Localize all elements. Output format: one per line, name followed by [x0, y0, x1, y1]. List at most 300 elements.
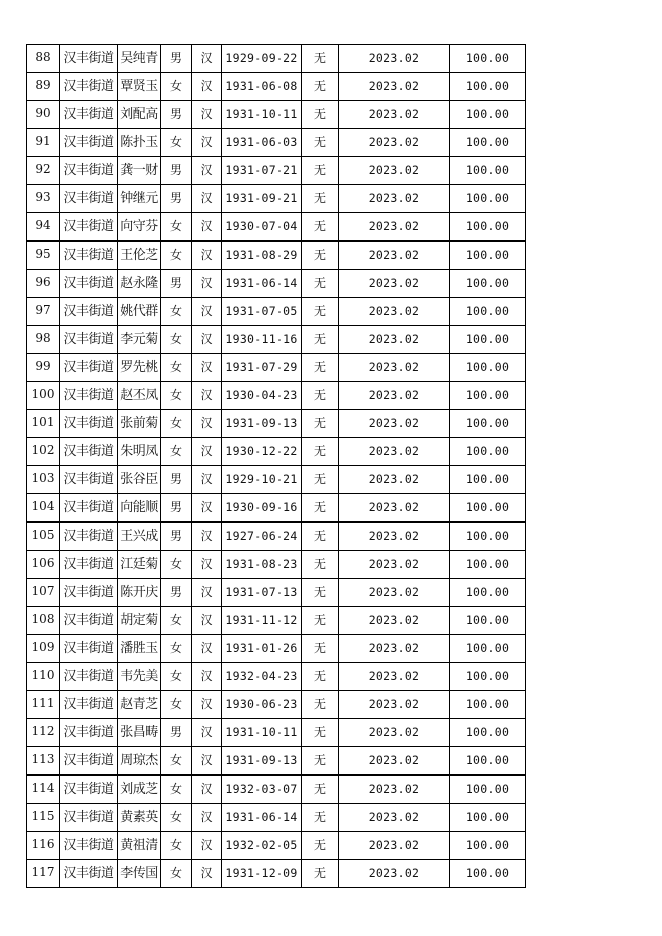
amount-cell[interactable]: 100.00 [450, 522, 526, 551]
street-cell[interactable]: 汉丰街道 [60, 607, 118, 635]
note-cell[interactable]: 无 [302, 522, 339, 551]
note-cell[interactable]: 无 [302, 326, 339, 354]
ethnicity-cell[interactable]: 汉 [192, 466, 222, 494]
period-cell[interactable]: 2023.02 [339, 298, 450, 326]
period-cell[interactable]: 2023.02 [339, 832, 450, 860]
period-cell[interactable]: 2023.02 [339, 691, 450, 719]
birth-date-cell[interactable]: 1931-09-13 [222, 410, 302, 438]
table-row [27, 382, 526, 410]
street-cell[interactable]: 汉丰街道 [60, 832, 118, 860]
name-cell[interactable]: 王兴成 [118, 522, 161, 551]
street-cell[interactable]: 汉丰街道 [60, 775, 118, 804]
name-cell[interactable]: 刘成芝 [118, 775, 161, 804]
gender-cell[interactable]: 女 [161, 382, 192, 410]
name-cell[interactable]: 刘配高 [118, 101, 161, 129]
name-cell[interactable]: 李元菊 [118, 326, 161, 354]
row-number-cell[interactable]: 97 [27, 298, 60, 326]
table-row [27, 551, 526, 579]
gender-cell[interactable]: 女 [161, 691, 192, 719]
name-cell[interactable]: 韦先美 [118, 663, 161, 691]
table-row [27, 101, 526, 129]
amount-cell[interactable]: 100.00 [450, 832, 526, 860]
gender-cell[interactable]: 女 [161, 635, 192, 663]
name-cell[interactable]: 李传国 [118, 860, 161, 888]
name-cell[interactable]: 龚一财 [118, 157, 161, 185]
amount-cell[interactable]: 100.00 [450, 607, 526, 635]
name-cell[interactable]: 张前菊 [118, 410, 161, 438]
amount-cell[interactable]: 100.00 [450, 410, 526, 438]
birth-date-cell[interactable]: 1930-09-16 [222, 494, 302, 523]
table-row [27, 832, 526, 860]
note-cell[interactable]: 无 [302, 860, 339, 888]
row-number-cell[interactable]: 95 [27, 241, 60, 270]
street-cell[interactable]: 汉丰街道 [60, 663, 118, 691]
table-row [27, 579, 526, 607]
period-cell[interactable]: 2023.02 [339, 494, 450, 523]
ethnicity-cell[interactable]: 汉 [192, 691, 222, 719]
table-row [27, 129, 526, 157]
amount-cell[interactable]: 100.00 [450, 157, 526, 185]
name-cell[interactable]: 王伦芝 [118, 241, 161, 270]
ethnicity-cell[interactable]: 汉 [192, 494, 222, 523]
period-cell[interactable]: 2023.02 [339, 466, 450, 494]
amount-cell[interactable]: 100.00 [450, 354, 526, 382]
birth-date-cell[interactable]: 1931-08-23 [222, 551, 302, 579]
ethnicity-cell[interactable]: 汉 [192, 607, 222, 635]
period-cell[interactable]: 2023.02 [339, 241, 450, 270]
birth-date-cell[interactable]: 1931-09-13 [222, 747, 302, 776]
spreadsheet-sheet [26, 44, 526, 888]
table-row [27, 522, 526, 551]
name-cell[interactable]: 赵丕凤 [118, 382, 161, 410]
birth-date-cell[interactable]: 1931-07-13 [222, 579, 302, 607]
period-cell[interactable]: 2023.02 [339, 804, 450, 832]
gender-cell[interactable]: 男 [161, 579, 192, 607]
row-number-cell[interactable]: 107 [27, 579, 60, 607]
amount-cell[interactable]: 100.00 [450, 101, 526, 129]
street-cell[interactable]: 汉丰街道 [60, 691, 118, 719]
ethnicity-cell[interactable]: 汉 [192, 410, 222, 438]
gender-cell[interactable]: 女 [161, 663, 192, 691]
name-cell[interactable]: 陈开庆 [118, 579, 161, 607]
birth-date-cell[interactable]: 1931-10-11 [222, 101, 302, 129]
row-number-cell[interactable]: 105 [27, 522, 60, 551]
gender-cell[interactable]: 男 [161, 101, 192, 129]
street-cell[interactable]: 汉丰街道 [60, 438, 118, 466]
ethnicity-cell[interactable]: 汉 [192, 241, 222, 270]
row-number-cell[interactable]: 90 [27, 101, 60, 129]
gender-cell[interactable]: 女 [161, 354, 192, 382]
gender-cell[interactable]: 男 [161, 466, 192, 494]
birth-date-cell[interactable]: 1929-10-21 [222, 466, 302, 494]
ethnicity-cell[interactable]: 汉 [192, 804, 222, 832]
note-cell[interactable]: 无 [302, 551, 339, 579]
gender-cell[interactable]: 女 [161, 241, 192, 270]
birth-date-cell[interactable]: 1931-01-26 [222, 635, 302, 663]
amount-cell[interactable]: 100.00 [450, 466, 526, 494]
note-cell[interactable]: 无 [302, 410, 339, 438]
gender-cell[interactable]: 女 [161, 438, 192, 466]
amount-cell[interactable]: 100.00 [450, 579, 526, 607]
amount-cell[interactable]: 100.00 [450, 719, 526, 747]
note-cell[interactable]: 无 [302, 354, 339, 382]
period-cell[interactable]: 2023.02 [339, 747, 450, 776]
name-cell[interactable]: 江廷菊 [118, 551, 161, 579]
ethnicity-cell[interactable]: 汉 [192, 298, 222, 326]
table-row [27, 157, 526, 185]
street-cell[interactable]: 汉丰街道 [60, 241, 118, 270]
street-cell[interactable]: 汉丰街道 [60, 354, 118, 382]
birth-date-cell[interactable]: 1931-12-09 [222, 860, 302, 888]
street-cell[interactable]: 汉丰街道 [60, 635, 118, 663]
row-number-cell[interactable]: 88 [27, 45, 60, 73]
row-number-cell[interactable]: 94 [27, 213, 60, 242]
gender-cell[interactable]: 女 [161, 832, 192, 860]
amount-cell[interactable]: 100.00 [450, 270, 526, 298]
gender-cell[interactable]: 女 [161, 73, 192, 101]
row-number-cell[interactable]: 113 [27, 747, 60, 776]
birth-date-cell[interactable]: 1931-06-08 [222, 73, 302, 101]
ethnicity-cell[interactable]: 汉 [192, 45, 222, 73]
name-cell[interactable]: 陈扑玉 [118, 129, 161, 157]
table-row [27, 45, 526, 73]
street-cell[interactable]: 汉丰街道 [60, 804, 118, 832]
amount-cell[interactable]: 100.00 [450, 185, 526, 213]
amount-cell[interactable]: 100.00 [450, 860, 526, 888]
birth-date-cell[interactable]: 1930-12-22 [222, 438, 302, 466]
street-cell[interactable]: 汉丰街道 [60, 213, 118, 242]
row-number-cell[interactable]: 111 [27, 691, 60, 719]
amount-cell[interactable]: 100.00 [450, 494, 526, 523]
street-cell[interactable]: 汉丰街道 [60, 410, 118, 438]
birth-date-cell[interactable]: 1930-04-23 [222, 382, 302, 410]
period-cell[interactable]: 2023.02 [339, 775, 450, 804]
gender-cell[interactable]: 女 [161, 326, 192, 354]
amount-cell[interactable]: 100.00 [450, 663, 526, 691]
gender-cell[interactable]: 女 [161, 775, 192, 804]
amount-cell[interactable]: 100.00 [450, 775, 526, 804]
table-row [27, 635, 526, 663]
street-cell[interactable]: 汉丰街道 [60, 185, 118, 213]
ethnicity-cell[interactable]: 汉 [192, 438, 222, 466]
note-cell[interactable]: 无 [302, 494, 339, 523]
note-cell[interactable]: 无 [302, 747, 339, 776]
period-cell[interactable]: 2023.02 [339, 860, 450, 888]
name-cell[interactable]: 赵永隆 [118, 270, 161, 298]
name-cell[interactable]: 钟继元 [118, 185, 161, 213]
note-cell[interactable]: 无 [302, 129, 339, 157]
birth-date-cell[interactable]: 1930-07-04 [222, 213, 302, 242]
ethnicity-cell[interactable]: 汉 [192, 382, 222, 410]
street-cell[interactable]: 汉丰街道 [60, 747, 118, 776]
birth-date-cell[interactable]: 1931-07-21 [222, 157, 302, 185]
row-number-cell[interactable]: 104 [27, 494, 60, 523]
period-cell[interactable]: 2023.02 [339, 157, 450, 185]
name-cell[interactable]: 潘胜玉 [118, 635, 161, 663]
note-cell[interactable]: 无 [302, 298, 339, 326]
street-cell[interactable]: 汉丰街道 [60, 860, 118, 888]
name-cell[interactable]: 向守芬 [118, 213, 161, 242]
gender-cell[interactable]: 男 [161, 494, 192, 523]
row-number-cell[interactable]: 92 [27, 157, 60, 185]
street-cell[interactable]: 汉丰街道 [60, 579, 118, 607]
gender-cell[interactable]: 男 [161, 270, 192, 298]
row-number-cell[interactable]: 114 [27, 775, 60, 804]
period-cell[interactable]: 2023.02 [339, 326, 450, 354]
period-cell[interactable]: 2023.02 [339, 551, 450, 579]
table-row [27, 775, 526, 804]
birth-date-cell[interactable]: 1931-11-12 [222, 607, 302, 635]
street-cell[interactable]: 汉丰街道 [60, 73, 118, 101]
row-number-cell[interactable]: 96 [27, 270, 60, 298]
note-cell[interactable]: 无 [302, 270, 339, 298]
table-row [27, 354, 526, 382]
amount-cell[interactable]: 100.00 [450, 298, 526, 326]
note-cell[interactable]: 无 [302, 101, 339, 129]
period-cell[interactable]: 2023.02 [339, 607, 450, 635]
period-cell[interactable]: 2023.02 [339, 579, 450, 607]
ethnicity-cell[interactable]: 汉 [192, 551, 222, 579]
note-cell[interactable]: 无 [302, 185, 339, 213]
amount-cell[interactable]: 100.00 [450, 635, 526, 663]
period-cell[interactable]: 2023.02 [339, 213, 450, 242]
birth-date-cell[interactable]: 1932-03-07 [222, 775, 302, 804]
beneficiary-table [26, 44, 526, 888]
amount-cell[interactable]: 100.00 [450, 438, 526, 466]
period-cell[interactable]: 2023.02 [339, 382, 450, 410]
ethnicity-cell[interactable]: 汉 [192, 522, 222, 551]
note-cell[interactable]: 无 [302, 73, 339, 101]
note-cell[interactable]: 无 [302, 832, 339, 860]
street-cell[interactable]: 汉丰街道 [60, 298, 118, 326]
note-cell[interactable]: 无 [302, 719, 339, 747]
name-cell[interactable]: 覃贤玉 [118, 73, 161, 101]
gender-cell[interactable]: 女 [161, 410, 192, 438]
note-cell[interactable]: 无 [302, 775, 339, 804]
ethnicity-cell[interactable]: 汉 [192, 579, 222, 607]
row-number-cell[interactable]: 98 [27, 326, 60, 354]
table-row [27, 410, 526, 438]
birth-date-cell[interactable]: 1931-07-05 [222, 298, 302, 326]
name-cell[interactable]: 张谷臣 [118, 466, 161, 494]
birth-date-cell[interactable]: 1931-06-14 [222, 270, 302, 298]
row-number-cell[interactable]: 117 [27, 860, 60, 888]
table-row [27, 73, 526, 101]
period-cell[interactable]: 2023.02 [339, 522, 450, 551]
ethnicity-cell[interactable]: 汉 [192, 270, 222, 298]
note-cell[interactable]: 无 [302, 382, 339, 410]
table-body [27, 45, 526, 888]
table-row [27, 298, 526, 326]
street-cell[interactable]: 汉丰街道 [60, 719, 118, 747]
birth-date-cell[interactable]: 1932-04-23 [222, 663, 302, 691]
street-cell[interactable]: 汉丰街道 [60, 522, 118, 551]
note-cell[interactable]: 无 [302, 45, 339, 73]
amount-cell[interactable]: 100.00 [450, 129, 526, 157]
gender-cell[interactable]: 女 [161, 129, 192, 157]
period-cell[interactable]: 2023.02 [339, 438, 450, 466]
street-cell[interactable]: 汉丰街道 [60, 551, 118, 579]
birth-date-cell[interactable]: 1931-10-11 [222, 719, 302, 747]
ethnicity-cell[interactable]: 汉 [192, 185, 222, 213]
period-cell[interactable]: 2023.02 [339, 101, 450, 129]
gender-cell[interactable]: 男 [161, 185, 192, 213]
table-row [27, 185, 526, 213]
gender-cell[interactable]: 女 [161, 213, 192, 242]
row-number-cell[interactable]: 93 [27, 185, 60, 213]
name-cell[interactable]: 向能顺 [118, 494, 161, 523]
row-number-cell[interactable]: 108 [27, 607, 60, 635]
note-cell[interactable]: 无 [302, 804, 339, 832]
amount-cell[interactable]: 100.00 [450, 73, 526, 101]
note-cell[interactable]: 无 [302, 213, 339, 242]
row-number-cell[interactable]: 110 [27, 663, 60, 691]
table-row [27, 719, 526, 747]
table-row [27, 663, 526, 691]
gender-cell[interactable]: 女 [161, 551, 192, 579]
gender-cell[interactable]: 男 [161, 45, 192, 73]
street-cell[interactable]: 汉丰街道 [60, 494, 118, 523]
amount-cell[interactable]: 100.00 [450, 747, 526, 776]
birth-date-cell[interactable]: 1930-11-16 [222, 326, 302, 354]
period-cell[interactable]: 2023.02 [339, 354, 450, 382]
name-cell[interactable]: 朱明凤 [118, 438, 161, 466]
amount-cell[interactable]: 100.00 [450, 45, 526, 73]
amount-cell[interactable]: 100.00 [450, 551, 526, 579]
table-row [27, 466, 526, 494]
street-cell[interactable]: 汉丰街道 [60, 45, 118, 73]
amount-cell[interactable]: 100.00 [450, 804, 526, 832]
street-cell[interactable]: 汉丰街道 [60, 382, 118, 410]
row-number-cell[interactable]: 89 [27, 73, 60, 101]
amount-cell[interactable]: 100.00 [450, 213, 526, 242]
period-cell[interactable]: 2023.02 [339, 410, 450, 438]
ethnicity-cell[interactable]: 汉 [192, 747, 222, 776]
name-cell[interactable]: 罗先桃 [118, 354, 161, 382]
birth-date-cell[interactable]: 1931-09-21 [222, 185, 302, 213]
name-cell[interactable]: 周琼杰 [118, 747, 161, 776]
gender-cell[interactable]: 女 [161, 804, 192, 832]
amount-cell[interactable]: 100.00 [450, 241, 526, 270]
gender-cell[interactable]: 女 [161, 860, 192, 888]
table-row [27, 691, 526, 719]
birth-date-cell[interactable]: 1932-02-05 [222, 832, 302, 860]
street-cell[interactable]: 汉丰街道 [60, 326, 118, 354]
ethnicity-cell[interactable]: 汉 [192, 860, 222, 888]
row-number-cell[interactable]: 100 [27, 382, 60, 410]
ethnicity-cell[interactable]: 汉 [192, 635, 222, 663]
period-cell[interactable]: 2023.02 [339, 270, 450, 298]
birth-date-cell[interactable]: 1927-06-24 [222, 522, 302, 551]
gender-cell[interactable]: 女 [161, 607, 192, 635]
period-cell[interactable]: 2023.02 [339, 73, 450, 101]
table-row [27, 270, 526, 298]
birth-date-cell[interactable]: 1931-07-29 [222, 354, 302, 382]
row-number-cell[interactable]: 109 [27, 635, 60, 663]
ethnicity-cell[interactable]: 汉 [192, 719, 222, 747]
table-row [27, 326, 526, 354]
birth-date-cell[interactable]: 1929-09-22 [222, 45, 302, 73]
row-number-cell[interactable]: 115 [27, 804, 60, 832]
street-cell[interactable]: 汉丰街道 [60, 466, 118, 494]
note-cell[interactable]: 无 [302, 663, 339, 691]
note-cell[interactable]: 无 [302, 691, 339, 719]
ethnicity-cell[interactable]: 汉 [192, 129, 222, 157]
ethnicity-cell[interactable]: 汉 [192, 157, 222, 185]
period-cell[interactable]: 2023.02 [339, 185, 450, 213]
row-number-cell[interactable]: 99 [27, 354, 60, 382]
name-cell[interactable]: 吴纯青 [118, 45, 161, 73]
birth-date-cell[interactable]: 1931-06-14 [222, 804, 302, 832]
gender-cell[interactable]: 女 [161, 298, 192, 326]
gender-cell[interactable]: 男 [161, 157, 192, 185]
note-cell[interactable]: 无 [302, 438, 339, 466]
row-number-cell[interactable]: 103 [27, 466, 60, 494]
ethnicity-cell[interactable]: 汉 [192, 73, 222, 101]
birth-date-cell[interactable]: 1930-06-23 [222, 691, 302, 719]
note-cell[interactable]: 无 [302, 241, 339, 270]
row-number-cell[interactable]: 91 [27, 129, 60, 157]
ethnicity-cell[interactable]: 汉 [192, 101, 222, 129]
row-number-cell[interactable]: 112 [27, 719, 60, 747]
table-row [27, 438, 526, 466]
name-cell[interactable]: 黄祖清 [118, 832, 161, 860]
ethnicity-cell[interactable]: 汉 [192, 326, 222, 354]
table-row [27, 747, 526, 776]
ethnicity-cell[interactable]: 汉 [192, 832, 222, 860]
gender-cell[interactable]: 男 [161, 719, 192, 747]
table-row [27, 607, 526, 635]
gender-cell[interactable]: 男 [161, 522, 192, 551]
street-cell[interactable]: 汉丰街道 [60, 157, 118, 185]
name-cell[interactable]: 胡定菊 [118, 607, 161, 635]
amount-cell[interactable]: 100.00 [450, 382, 526, 410]
row-number-cell[interactable]: 101 [27, 410, 60, 438]
note-cell[interactable]: 无 [302, 579, 339, 607]
table-row [27, 494, 526, 523]
ethnicity-cell[interactable]: 汉 [192, 354, 222, 382]
name-cell[interactable]: 姚代群 [118, 298, 161, 326]
period-cell[interactable]: 2023.02 [339, 635, 450, 663]
birth-date-cell[interactable]: 1931-06-03 [222, 129, 302, 157]
birth-date-cell[interactable]: 1931-08-29 [222, 241, 302, 270]
name-cell[interactable]: 张昌畴 [118, 719, 161, 747]
street-cell[interactable]: 汉丰街道 [60, 101, 118, 129]
amount-cell[interactable]: 100.00 [450, 691, 526, 719]
name-cell[interactable]: 黄素英 [118, 804, 161, 832]
ethnicity-cell[interactable]: 汉 [192, 213, 222, 242]
ethnicity-cell[interactable]: 汉 [192, 663, 222, 691]
note-cell[interactable]: 无 [302, 157, 339, 185]
street-cell[interactable]: 汉丰街道 [60, 270, 118, 298]
period-cell[interactable]: 2023.02 [339, 129, 450, 157]
row-number-cell[interactable]: 106 [27, 551, 60, 579]
gender-cell[interactable]: 女 [161, 747, 192, 776]
period-cell[interactable]: 2023.02 [339, 45, 450, 73]
note-cell[interactable]: 无 [302, 466, 339, 494]
amount-cell[interactable]: 100.00 [450, 326, 526, 354]
name-cell[interactable]: 赵青芝 [118, 691, 161, 719]
note-cell[interactable]: 无 [302, 635, 339, 663]
row-number-cell[interactable]: 116 [27, 832, 60, 860]
street-cell[interactable]: 汉丰街道 [60, 129, 118, 157]
period-cell[interactable]: 2023.02 [339, 663, 450, 691]
note-cell[interactable]: 无 [302, 607, 339, 635]
period-cell[interactable]: 2023.02 [339, 719, 450, 747]
row-number-cell[interactable]: 102 [27, 438, 60, 466]
table-row [27, 213, 526, 242]
ethnicity-cell[interactable]: 汉 [192, 775, 222, 804]
